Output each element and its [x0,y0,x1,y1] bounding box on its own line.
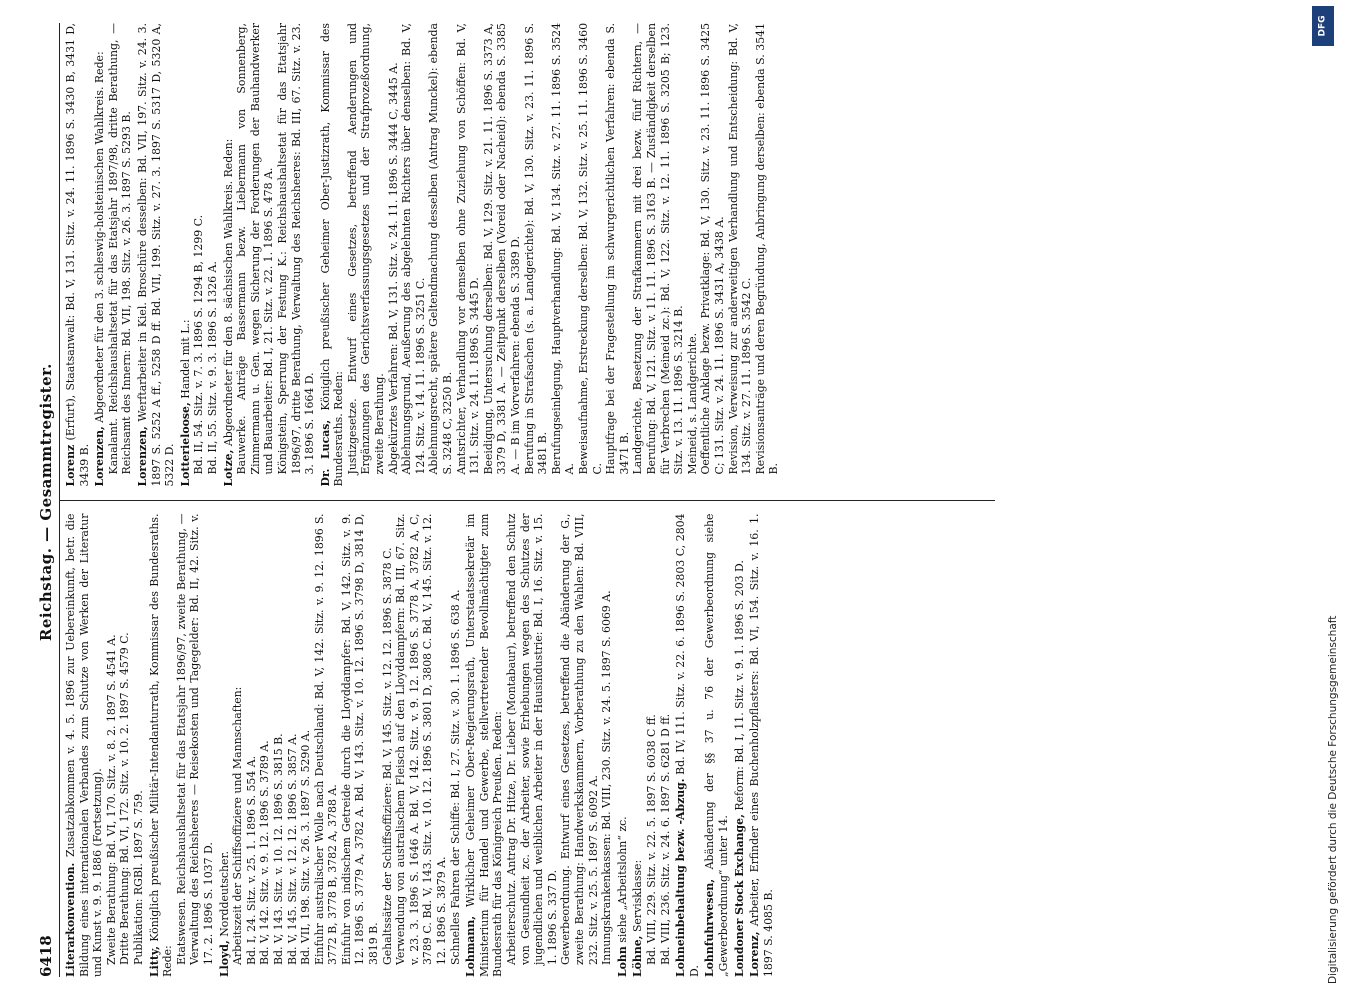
entry-subline: Meineid, s. Landgerichte. [685,332,699,475]
entry-headword: Lloyd, [217,940,231,977]
entry-subline: Revisionsanträge und deren Begründung, Anbringung derselben: ebenda S. 3541 B. [753,23,781,475]
entry-headword: Löhne, [631,935,645,977]
entry-text: Servisklasse: [631,859,645,933]
entry-subline: Revision, Verweisung zur anderweitigen Verhandlung und Entscheidung: Bd. V, 134. Sitz. v. 27. 11. 1896 S. 3542 C. [726,23,754,475]
entry-headword: Lotterieloose, [178,402,192,487]
index-entry [218,514,463,978]
index-entry [179,23,220,487]
entry-subline: Bd. V, 145. Sitz. v. 12. 12. 1896 S. 3857 A. [285,733,299,965]
entry-text: Königlich preußischer Geheimer Ober-Justizrath, Kommissar des Bundesraths. Reden: [318,23,346,487]
index-entry [93,23,134,487]
entry-subline: Gehaltssätze der Schiffsoffiziere: Bd. V, 145. Sitz. v. 12. 12. 1896 S. 3878 C. [380,547,394,965]
credit-text: Digitalisierung gefördert durch die Deutsche Forschungsgemeinschaft [1327,615,1339,984]
index-entry [464,514,614,978]
entry-subline: Zweite Berathung: Bd. VI, 170. Sitz. v. 8. 2. 1897 S. 4541 A. [104,634,118,965]
entry-subline: Bd. VIII, 229. Sitz. v. 22. 5. 1897 S. 6038 C ff. [644,714,658,965]
left-column [60,501,995,978]
index-entry [748,514,775,978]
entry-subline: Arbeitszeit der Schiffsoffiziere und Mannschaften: [231,686,245,965]
index-entry [703,514,730,978]
entry-headword: Lohneinbehaltung bezw. -Abzug. [674,778,688,977]
entry-headword: Lorenzen, [135,426,149,487]
entry-subline: Etatswesen. Reichshaushaltsetat für das Etatsjahr 1896/97, zweite Berathung, — Verwaltung des Reichsheeres — Reisekosten und Tagegelder: Bd. II, 42. Sitz. v. 17. 2. 1896 S. 1037 D. [174,513,215,965]
index-entry [64,514,146,978]
entry-subline: Dritte Berathung: Bd. VI, 172. Sitz. v. 10. 2. 1897 S. 4579 C. [118,632,132,965]
entry-subline: Königstein, Sperrung der Festung K.: Reichshaushaltsetat für das Etatsjahr 1896/97, dritte Berathung, Verwaltung des Reichsheeres: Bd. III, 67. Sitz. v. 23. 3. 1896 S. 1664 D. [275,23,317,475]
entry-subline: Bd. VIII, 236. Sitz. v. 24. 6. 1897 S. 6281 D ff. [658,713,672,965]
entry-text: (Erfurt), Staatsanwalt: Bd. V, 131. Sitz. v. 24. 11. 1896 S. 3430 B, 3431 D, 3439 B. [64,23,91,487]
entry-text: Norddeutscher. [217,851,231,937]
entry-headword: Lohmann, [464,915,478,977]
digitization-credit [1305,6,1341,996]
entry-subline: Abgekürztes Verfahren: Bd. V, 131. Sitz. v. 24. 11. 1896 S. 3444 C, 3445 A. [386,62,400,475]
dfg-logo: DFG [1312,6,1334,46]
entry-subline: Beeidigung, Untersuchung derselben: Bd. V, 129. Sitz. v. 21. 11. 1896 S. 3373 A, 3379 D, 3381 A. — Zeitpunkt derselben (Voreid oder Nacheid): ebenda S. 3385 A. — B im Vorverfahren: ebenda S. 3389 D. [481,23,522,475]
entry-text: Wirklicher Geheimer Ober-Regierungsrath, Unterstaatssekretär im Ministerium für Handel und Gewerbe, stellvertretender Bevollmächtigter zum Bundesrath für das Königreich Preußen. Reden: [464,513,505,977]
index-entry [148,514,216,978]
entry-subline: Hauptfrage bei der Fragestellung im schwurgerichtlichen Verfahren: ebenda S. 3471 B. [604,23,631,475]
entry-subline: Verwendung von australischem Fleisch auf den Lloyddampfern: Bd. III, 67. Sitz. v. 23. 3. 1896 S. 1646 A. Bd. V, 142. Sitz. v. 9. 12. 1896 S. 3778 A, 3782 A, C, 3789 C. Bd. V, 143. Sitz. v. 10. 12. 1896 S. 3801 D, 3808 C. Bd. V, 145. Sitz. v. 12. 12. 1896 S. 3879 A. [394,513,449,965]
entry-subline: Einfuhr australischer Wolle nach Deutschland: Bd. V, 142. Sitz. v. 9. 12. 1896 S. 3772 B, 3778 B, 3782 A, 3788 A. [312,513,340,965]
entry-subline: Bd. V, 143. Sitz. v. 10. 12. 1896 S. 3815 B. [271,733,285,965]
entry-headword: Lorenz, [748,931,762,977]
index-entry [64,23,91,487]
index-entry [733,514,747,978]
entry-headword: Lohn [615,946,629,977]
entry-headword: Lorenzen, [93,426,107,487]
index-entry [616,514,630,978]
entry-text: Arbeiter, Erfinder eines Buchenholzpflasters: Bd. VI, 154. Sitz. v. 16. 1. 1897 S. 4085 B. [748,513,775,977]
index-entry [631,514,672,978]
rotated-register-page [5,5,1335,995]
entry-text: Bd. IV, 111. Sitz. v. 22. 6. 1896 S. 2803 C, 2804 D. [674,513,701,977]
entry-subline: Einfuhr von indischem Getreide durch die Lloyddampfer: Bd. V, 142. Sitz. v. 9. 12. 1896 S. 3779 A, 3782 A. Bd. V, 143. Sitz. v. 10. 12. 1896 S. 3798 D, 3814 D, 3819 B. [339,513,381,965]
entry-headword: Literarkonvention. [64,862,77,977]
index-entry [674,514,701,978]
entry-headword: Lorenz [64,444,77,487]
entry-text: Reform: Bd. I, 11. Sitz. v. 9. 1. 1896 S. 203 D. [732,560,746,811]
entry-subline: Bd. II, 54. Sitz. v. 7. 3. 1896 S. 1294 B, 1299 C. [192,214,206,475]
entry-subline: Kanalamt. Reichshaushaltsetat für das Etatsjahr 1897/98, dritte Berathung, — Reichsamt des Innern: Bd. VII, 198. Sitz. v. 26. 3. 1897 S. 5293 B. [106,23,134,475]
entry-headword: Lohnfuhrwesen, [703,878,717,977]
page-number: 6418 [37,935,55,977]
index-entry [222,23,317,487]
entry-subline: Justizgesetze. Entwurf eines Gesetzes, betreffend Aenderungen und Ergänzungen des Gerichtsverfassungsgesetzes und der Strafprozeßordnung, zweite Berathung. [345,23,387,475]
entry-subline: Schnelles Fahren der Schiffe: Bd. I, 27. Sitz. v. 30. 1. 1896 S. 638 A. [448,589,462,965]
entry-subline: Bd. V, 142. Sitz. v. 9. 12. 1896 S. 3789 A. [258,740,272,965]
entry-subline: Innungskrankenkassen: Bd. VIII, 230. Sitz. v. 24. 5. 1897 S. 6069 A. [600,590,614,965]
entry-subline: Bd. II, 55. Sitz. v. 9. 3. 1896 S. 1326 A. [205,261,219,475]
index-entry [319,23,781,487]
page-title: Reichstag. — Gesammtregister. [37,363,55,642]
entry-text: Königlich preußischer Militär-Intendanturrath, Kommissar des Bundesraths. Rede: [147,513,175,977]
index-columns [60,23,995,977]
entry-subline: Publikation: RGBl. 1897 S. 759. [131,790,145,965]
entry-subline: Amtsrichter, Verhandlung vor demselben ohne Zuziehung von Schöffen: Bd. V, 131. Sitz. v. 24. 11. 1896 S. 3445 D. [454,23,482,475]
entry-subline: Bd. I, 24. Sitz. v. 25. 1. 1896 S. 554 A. [244,755,258,965]
right-column [60,23,995,487]
entry-text: Abänderung der §§ 37 u. 76 der Gewerbeordnung siehe „Gewerbeordnung“ unter 14. [703,513,730,977]
entry-headword: Londoner Stock Exchange, [732,814,746,977]
index-entry [136,23,177,487]
entry-headword: Dr. Lucas, [318,419,332,487]
entry-headword: Litty, [147,946,161,977]
entry-text: Abgeordneter für den 8. sächsischen Wahlkreis. Reden: [221,138,235,447]
entry-subline: Bauwerke. Anträge Bassermann bezw. Liebermann von Sonnenberg, Zimmermann u. Gen. wegen Sicherung der Forderungen der Bauhandwerker und Bauarbeiter: Bd. I, 21. Sitz. v. 22. 1. 1896 S. 478 A. [235,23,276,475]
entry-subline: Berufung in Strafsachen (s. a. Landgerichte): Bd. V, 130. Sitz. v. 23. 11. 1896 S. 3481 B. [522,23,550,475]
page-header [9,23,60,977]
entry-text: Handel mit L.: [178,319,192,399]
entry-subline: Landgerichte, Besetzung der Strafkammern mit drei bezw. fünf Richtern, — Berufung: Bd. V, 121. Sitz. v. 11. 11. 1896 S. 3163 B. — Zuständigkeit derselben für Verbrechen (Meineid zc.): Bd. V, 122. Sitz. v. 12. 11. 1896 S. 3205 B; 123. Sitz. v. 13. 11. 1896 S. 3214 B. [631,23,686,475]
entry-text: Werftarbeiter in Kiel. Broschüre desselben: Bd. VII, 197. Sitz. v. 24. 3. 1897 S. 5252 A ff., 5258 D ff. Bd. VII, 199. Sitz. v. 27. 3. 1897 S. 5317 D, 5320 A, 5322 D. [135,23,177,487]
entry-subline: Beweisaufnahme, Erstreckung derselben: Bd. V, 132. Sitz. v. 25. 11. 1896 S. 3460 C. [576,23,604,475]
entry-subline: Arbeiterschutz. Antrag Dr. Hitze, Dr. Lieber (Montabaur), betreffend den Schutz von Gesundheit zc. der Arbeiter, sowie Erhebungen wegen des Schutzes der jugendlichen und weiblichen Arbeiter in der Hausindustrie: Bd. I, 16. Sitz. v. 15. 1. 1896 S. 337 D. [505,513,559,965]
entry-text: siehe „Arbeitslohn“ zc. [615,816,629,943]
entry-subline: Bd. VII, 198. Sitz. v. 26. 3. 1897 S. 5290 A. [299,729,313,965]
entry-text: Abgeordneter für den 3. schleswig-holsteinischen Wahlkreis. Rede: [93,51,107,423]
entry-subline: Ablehnungsrecht, spätere Geltendmachung desselben (Antrag Munckel): ebenda S. 3248 C, 3250 B. [427,23,455,475]
entry-subline: Oeffentliche Anklage bezw. Privatklage: Bd. V, 130. Sitz. v. 23. 11. 1896 S. 3425 C; 131. Sitz. v. 24. 11. 1896 S. 3431 A, 3438 A. [699,23,726,475]
entry-headword: Lotze, [221,449,235,487]
entry-subline: Gewerbeordnung. Entwurf eines Gesetzes, betreffend die Abänderung der G., zweite Berathung: Handwerkskammern, Vorberathung zu den Wahlen: Bd. VIII, 232. Sitz. v. 25. 5. 1897 S. 6092 A. [559,513,600,965]
entry-text: Zusatzabkommen v. 4. 5. 1896 zur Uebereinkunft, betr. die Bildung eines internationalen Verbandes zum Schutze von Werken der Literatur und Kunst v. 9. 9. 1886 (Fortsetzung). [64,513,105,977]
entry-subline: Ablehnungsgrund, Aeußerung des abgelehnten Richters über denselben: Bd. V, 124. Sitz. v. 14. 11. 1896 S. 3251 C. [400,23,427,475]
entry-subline: Berufungseinlegung, Hauptverhandlung: Bd. V, 134. Sitz. v. 27. 11. 1896 S. 3524 A. [549,23,577,475]
